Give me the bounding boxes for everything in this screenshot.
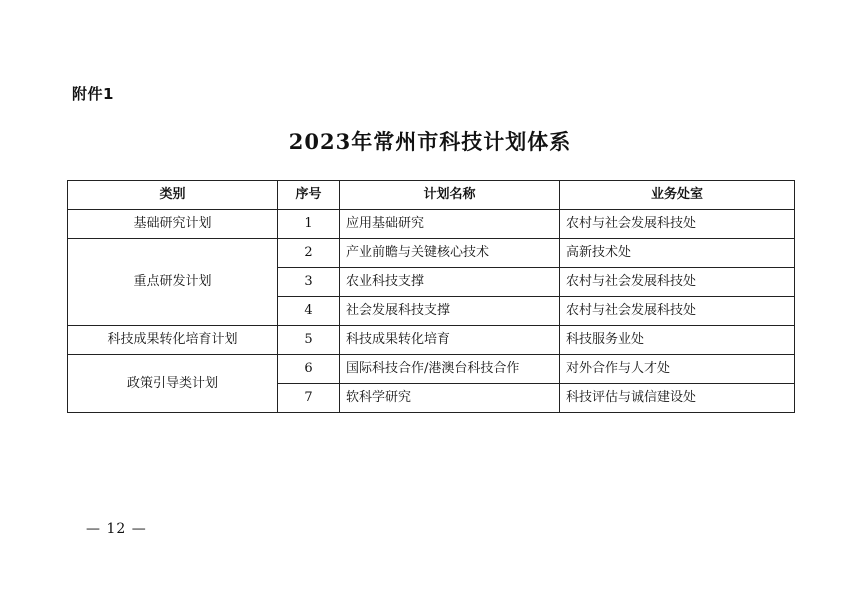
category-cell: 政策引导类计划	[68, 355, 278, 413]
seq-cell: 3	[278, 268, 340, 297]
header-name: 计划名称	[340, 181, 560, 210]
attachment-label: 附件1	[72, 85, 114, 103]
plan-name-cell: 国际科技合作/港澳台科技合作	[340, 355, 560, 384]
header-office: 业务处室	[560, 181, 795, 210]
plan-name-cell: 科技成果转化培育	[340, 326, 560, 355]
document-title: 2023年常州市科技计划体系	[288, 129, 572, 154]
category-cell: 科技成果转化培育计划	[68, 326, 278, 355]
plan-name-cell: 应用基础研究	[340, 210, 560, 239]
table-header-row	[68, 181, 795, 210]
table-row	[68, 210, 795, 239]
plan-table	[67, 180, 795, 413]
category-cell: 基础研究计划	[68, 210, 278, 239]
seq-cell: 4	[278, 297, 340, 326]
header-category: 类别	[68, 181, 278, 210]
office-cell: 对外合作与人才处	[560, 355, 795, 384]
table-row	[68, 239, 795, 268]
seq-cell: 7	[278, 384, 340, 413]
table-row	[68, 326, 795, 355]
seq-cell: 1	[278, 210, 340, 239]
seq-cell: 5	[278, 326, 340, 355]
plan-name-cell: 软科学研究	[340, 384, 560, 413]
table-row	[68, 355, 795, 384]
category-cell: 重点研发计划	[68, 239, 278, 326]
office-cell: 科技服务业处	[560, 326, 795, 355]
office-cell: 农村与社会发展科技处	[560, 268, 795, 297]
plan-name-cell: 农业科技支撑	[340, 268, 560, 297]
seq-cell: 6	[278, 355, 340, 384]
office-cell: 科技评估与诚信建设处	[560, 384, 795, 413]
seq-cell: 2	[278, 239, 340, 268]
page-number: — 12 —	[86, 521, 147, 537]
office-cell: 农村与社会发展科技处	[560, 297, 795, 326]
plan-name-cell: 社会发展科技支撑	[340, 297, 560, 326]
office-cell: 高新技术处	[560, 239, 795, 268]
plan-name-cell: 产业前瞻与关键核心技术	[340, 239, 560, 268]
header-seq: 序号	[278, 181, 340, 210]
office-cell: 农村与社会发展科技处	[560, 210, 795, 239]
